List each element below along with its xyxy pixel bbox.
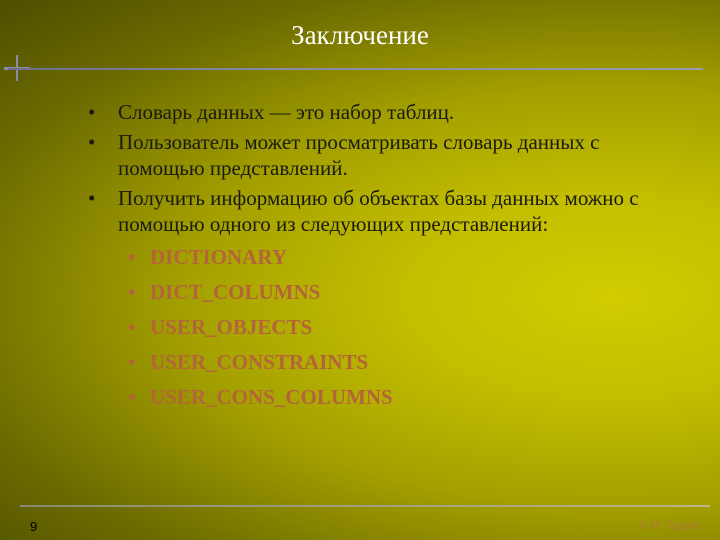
bullet-icon: • bbox=[128, 245, 136, 269]
view-item-user-cons-columns bbox=[86, 384, 686, 410]
bullet-item bbox=[86, 185, 686, 237]
view-item-dictionary bbox=[86, 244, 686, 270]
view-item-user-constraints bbox=[86, 349, 686, 375]
view-name: DICT_COLUMNS bbox=[150, 280, 321, 304]
view-name: USER_CONSTRAINTS bbox=[150, 350, 369, 374]
bullet-icon: • bbox=[128, 315, 136, 339]
bullet-text: Пользователь может просматривать словарь данных с помощью представлений. bbox=[118, 130, 600, 180]
view-name: DICTIONARY bbox=[150, 245, 287, 269]
view-item-user-objects bbox=[86, 314, 686, 340]
slide-content bbox=[86, 99, 686, 419]
slide-title: Заключение bbox=[291, 20, 429, 50]
bullet-icon: • bbox=[128, 280, 136, 304]
footer-divider bbox=[20, 505, 710, 507]
bullet-icon: • bbox=[128, 385, 136, 409]
bullet-icon: • bbox=[88, 186, 96, 210]
bullet-text: Словарь данных — это набор таблиц. bbox=[118, 100, 455, 124]
bullet-icon: • bbox=[88, 100, 96, 124]
bullet-icon: • bbox=[128, 350, 136, 374]
page-number: 9 bbox=[30, 519, 38, 534]
view-item-dict-columns bbox=[86, 279, 686, 305]
author-credit: А.М. Гудов bbox=[638, 518, 698, 532]
view-name: USER_CONS_COLUMNS bbox=[150, 385, 393, 409]
bullet-text: Получить информацию об объектах базы данных можно с помощью одного из следующих представлений: bbox=[118, 186, 639, 236]
title-underline bbox=[8, 68, 703, 70]
bullet-icon: • bbox=[88, 130, 96, 154]
bullet-item bbox=[86, 129, 686, 181]
bullet-item bbox=[86, 99, 686, 125]
view-name: USER_OBJECTS bbox=[150, 315, 313, 339]
